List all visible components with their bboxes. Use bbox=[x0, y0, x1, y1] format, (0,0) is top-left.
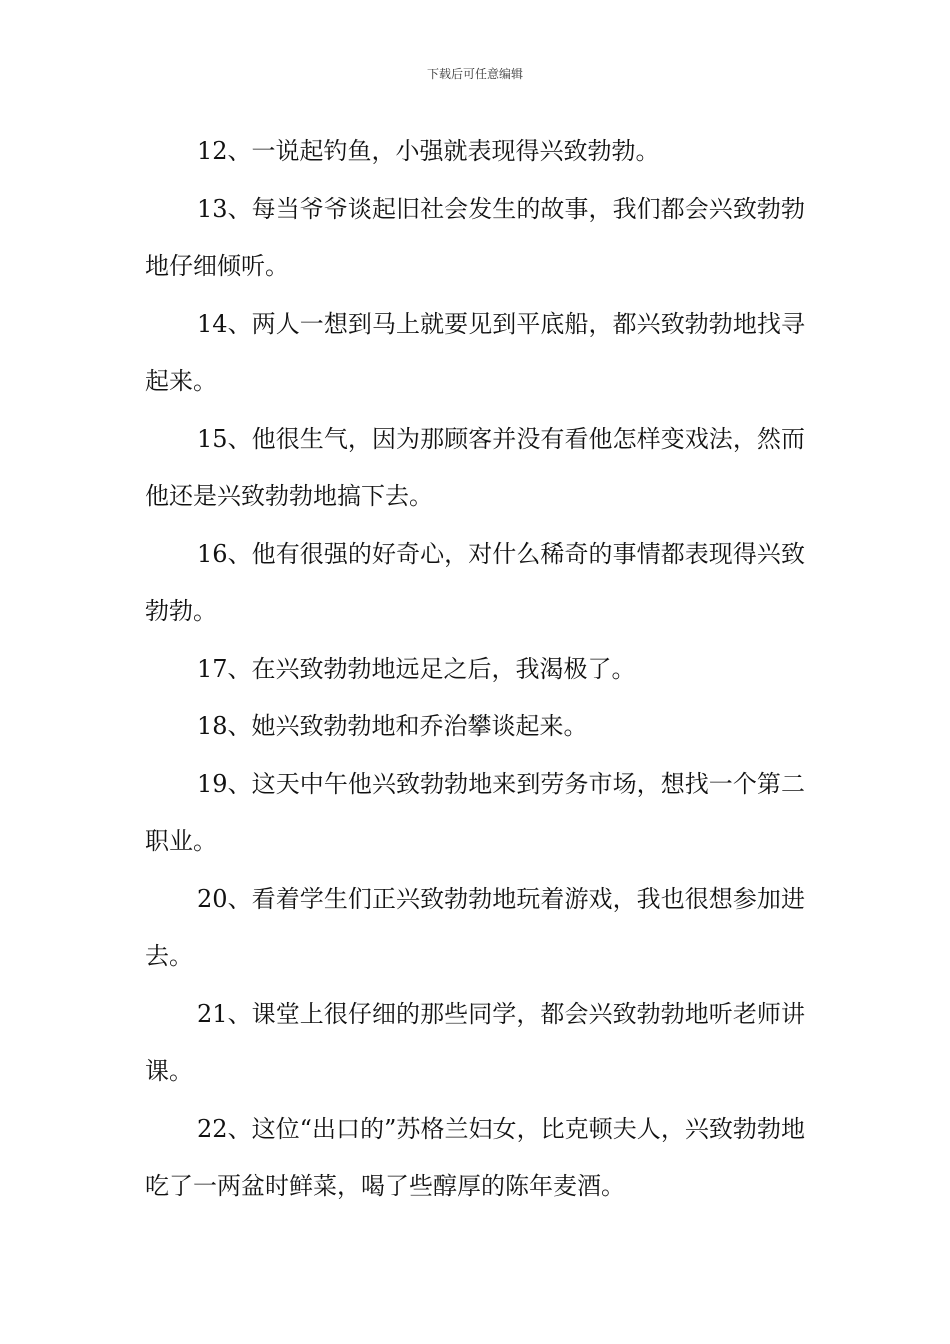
paragraph-18: 18、她兴致勃勃地和乔治攀谈起来。 bbox=[197, 712, 588, 740]
paragraph-21: 21、课堂上很仔细的那些同学，都会兴致勃勃地听老师讲课。 bbox=[145, 999, 805, 1085]
paragraph-19: 19、这天中午他兴致勃勃地来到劳务市场，想找一个第二职业。 bbox=[145, 769, 805, 855]
paragraph-13: 13、每当爷爷谈起旧社会发生的故事，我们都会兴致勃勃地仔细倾听。 bbox=[145, 194, 805, 280]
page-header-note: 下载后可任意编辑 bbox=[426, 67, 523, 81]
paragraph-14: 14、两人一想到马上就要见到平底船，都兴致勃勃地找寻起来。 bbox=[145, 309, 805, 395]
paragraph-22: 22、这位“出口的”苏格兰妇女，比克顿夫人，兴致勃勃地吃了一两盆时鲜菜，喝了些醇厚的陈年麦酒。 bbox=[145, 1114, 805, 1200]
paragraph-15: 15、他很生气，因为那顾客并没有看他怎样变戏法，然而他还是兴致勃勃地搞下去。 bbox=[145, 424, 805, 510]
paragraph-16: 16、他有很强的好奇心，对什么稀奇的事情都表现得兴致勃勃。 bbox=[145, 539, 805, 625]
paragraph-17: 17、在兴致勃勃地远足之后，我渴极了。 bbox=[197, 654, 636, 683]
document-body bbox=[145, 123, 805, 1216]
paragraph-20: 20、看着学生们正兴致勃勃地玩着游戏，我也很想参加进去。 bbox=[145, 884, 805, 970]
paragraph-12: 12、一说起钓鱼，小强就表现得兴致勃勃。 bbox=[197, 137, 660, 165]
